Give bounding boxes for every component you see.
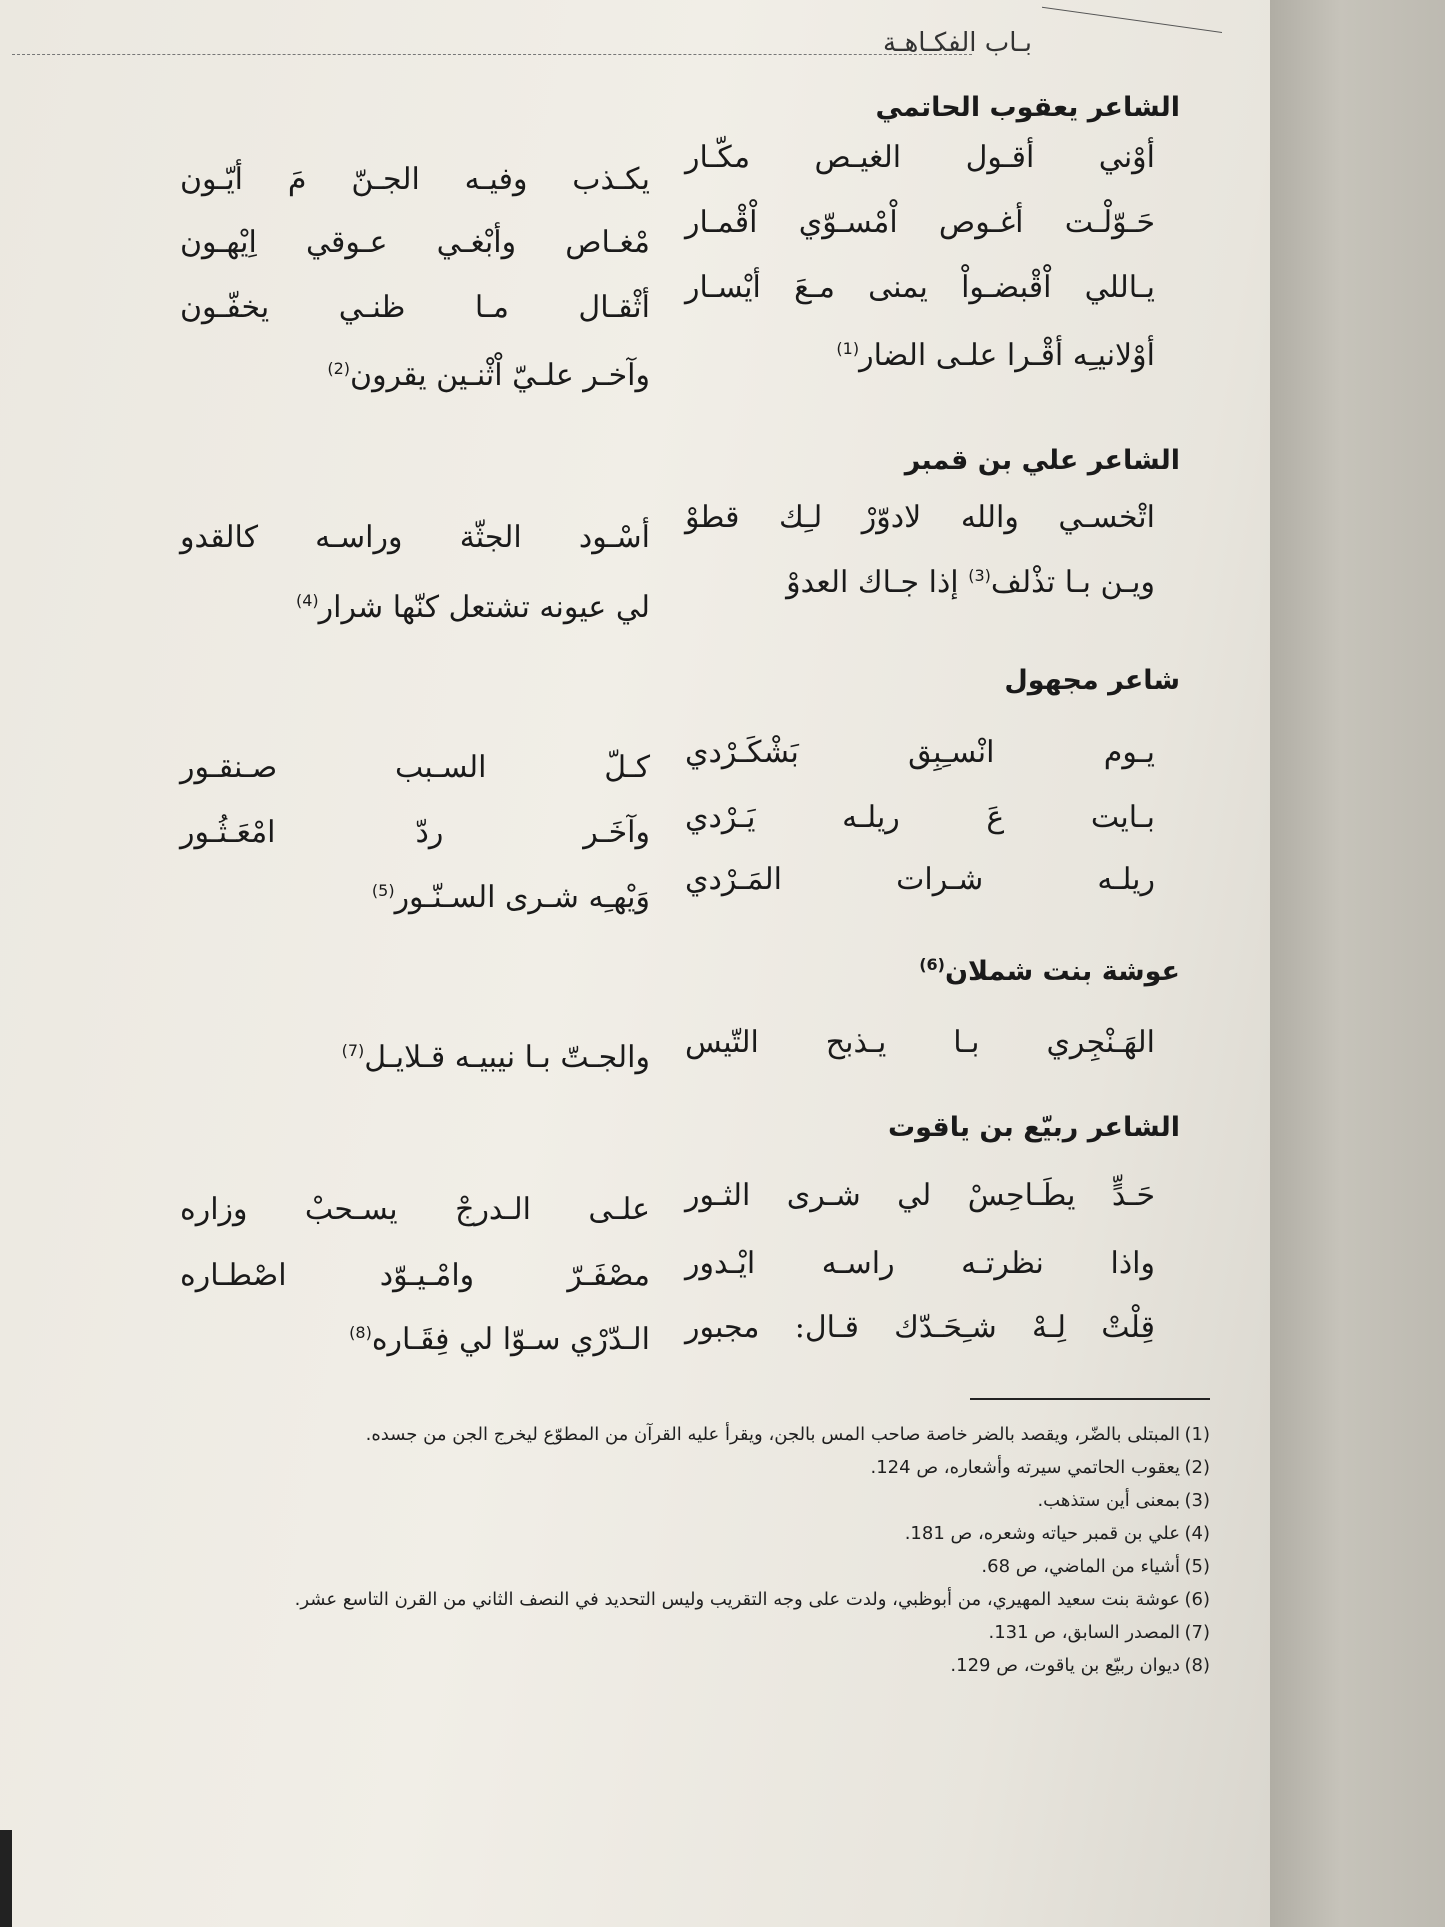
footnote-ref: (6)	[919, 955, 945, 974]
footnote-text: ديوان ربيّع بن ياقوت، ص 129.	[950, 1655, 1180, 1676]
page-edge-mark	[0, 1830, 12, 1927]
header-corner-rule	[1042, 7, 1222, 63]
verse-text: والجـتّ بـا نيبيـه قـلايـل	[364, 1040, 650, 1075]
verse-left-with-footnote	[180, 590, 650, 625]
poet-heading	[919, 955, 1180, 987]
footnote-number: (7)	[1184, 1622, 1210, 1643]
verse-left: مصْفَـرّ وامْـيـوّد اصْطـاره	[180, 1258, 650, 1293]
footnote-number: (5)	[1184, 1556, 1210, 1577]
footnote-ref: (3)	[968, 566, 991, 585]
chapter-title: بـاب الفكـاهـة	[883, 28, 1032, 58]
verse-right: حَـوّلْـت أغـوص اْمْسـوّي اْقْمـار	[685, 205, 1155, 240]
footnote-ref: (4)	[295, 591, 319, 610]
verse-right: يـوم انْسـِبِق بَشْكَـرْدي	[685, 735, 1155, 770]
verse-left-with-footnote	[180, 358, 650, 393]
verse-left: أثْقـال مـا ظنـي يخفّـون	[180, 290, 650, 325]
footnote-ref: (5)	[371, 881, 395, 900]
footnote-text: علي بن قمبر حياته وشعره، ص 181.	[904, 1523, 1180, 1544]
verse-right: الهَـنْجِري بـا يـذبح التّيس	[685, 1025, 1155, 1060]
heading-text: عوشة بنت شملان	[944, 956, 1180, 987]
footnote-item	[60, 1649, 1210, 1682]
verse-left-with-footnote	[180, 1040, 650, 1075]
footnote-number: (8)	[1184, 1655, 1210, 1676]
poet-heading: شاعر مجهول	[1004, 665, 1180, 696]
footnote-item	[60, 1583, 1210, 1616]
verse-left: أسْـود الجثّة وراسـه كالقدو	[180, 520, 650, 555]
next-page-edge	[1270, 0, 1445, 1927]
footnote-number: (4)	[1184, 1523, 1210, 1544]
poet-heading: الشاعر يعقوب الحاتمي	[875, 92, 1180, 123]
verse-right: قِلْتْ لِـهْ شـِحَـدّك قـال: مجبور	[685, 1310, 1155, 1345]
verse-right: اتْخسـي والله لادوّرْ لـِك قطوْ	[685, 500, 1155, 535]
verse-text: الـدّرْي سـوّا لي فِقَـاره	[371, 1322, 650, 1357]
footnote-item	[60, 1418, 1210, 1451]
footnote-item	[60, 1616, 1210, 1649]
poet-heading: الشاعر ربيّع بن ياقوت	[887, 1112, 1180, 1143]
footnote-text: عوشة بنت سعيد المهيري، من أبوظبي، ولدت على وجه التقريب وليس التحديد في النصف الثاني من القرن التاسع عشر.	[294, 1589, 1180, 1610]
verse-right: يـاللي اْقْبضـواْ يمنى مـعَ أيْسـار	[685, 270, 1155, 305]
footnote-item	[60, 1517, 1210, 1550]
footnote-item	[60, 1550, 1210, 1583]
footnote-number: (2)	[1184, 1457, 1210, 1478]
footnote-ref: (1)	[836, 339, 860, 358]
footnote-number: (3)	[1184, 1490, 1210, 1511]
verse-left: مْغـاص وأبْغـي عـوقي اِيْهـون	[180, 225, 650, 260]
footnote-text: بمعنى أين ستذهب.	[1037, 1490, 1180, 1511]
verse-left: وآخَـر ردّ امْعَـثُـور	[180, 815, 650, 850]
footnote-separator	[970, 1398, 1210, 1400]
footnote-text: المبتلى بالضّر، ويقصد بالضر خاصة صاحب المس بالجن، ويقرأ عليه القرآن من المطوّع ليخرج الجن من جسده.	[365, 1424, 1180, 1445]
verse-right: حَـدٍّ يطَـاحِسْ لي شـرى الثـور	[685, 1178, 1155, 1213]
footnote-item	[60, 1484, 1210, 1517]
running-header	[12, 18, 1242, 68]
verse-text: وَيْهـِه شـرى السـنّـور	[394, 880, 650, 915]
footnote-ref: (7)	[341, 1041, 365, 1060]
verse-right-with-footnote	[685, 338, 1155, 373]
footnote-number: (6)	[1184, 1589, 1210, 1610]
verse-right: ريلـه شـرات المَـرْدي	[685, 862, 1155, 897]
verse-text: لي عيونه تشتعل كنّها شرار	[318, 590, 650, 625]
footnote-item	[60, 1451, 1210, 1484]
verse-right: أوْني أقـول الغيـص مكّـار	[685, 140, 1155, 175]
verse-left: كـلّ السـبب صـنقـور	[180, 750, 650, 785]
verse-left-with-footnote	[180, 1322, 650, 1357]
verse-text: ويـن بـا تذْلف	[990, 565, 1155, 600]
verse-left: علـى الـدرجْ يسـحبْ وزاره	[180, 1192, 650, 1227]
footnote-text: أشياء من الماضي، ص 68.	[981, 1556, 1180, 1577]
verse-text: إذا جـاك العدوْ	[786, 565, 959, 600]
verse-left-with-footnote	[180, 880, 650, 915]
footnotes	[60, 1418, 1210, 1682]
verse-text: أوْلانيـِه أقْـرا علـى الضار	[859, 338, 1155, 373]
footnote-ref: (8)	[349, 1323, 372, 1342]
footnote-number: (1)	[1184, 1424, 1210, 1445]
footnote-text: المصدر السابق، ص 131.	[988, 1622, 1180, 1643]
verse-right-with-footnote	[685, 565, 1155, 600]
poet-heading: الشاعر علي بن قمبر	[904, 445, 1180, 476]
verse-left: يكـذب وفيـه الجـنّ مَ أيّـون	[180, 162, 650, 197]
verse-right: واذا نظرتـه راسـه ايْـدور	[685, 1246, 1155, 1281]
footnote-ref: (2)	[327, 359, 351, 378]
footnote-text: يعقوب الحاتمي سيرته وأشعاره، ص 124.	[870, 1457, 1180, 1478]
verse-right: بـايت عَ ريلـه يَـرْدي	[685, 800, 1155, 835]
verse-text: وآخـر علـيّ اْثْنـين يقرون	[350, 358, 650, 393]
header-rule	[12, 54, 972, 56]
